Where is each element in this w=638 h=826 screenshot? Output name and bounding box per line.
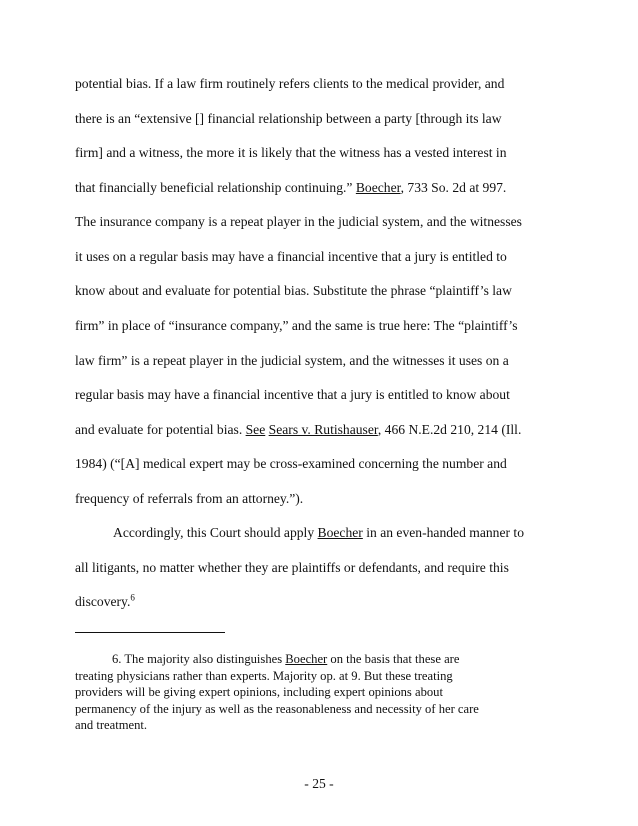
footnote-separator bbox=[75, 632, 225, 633]
text-run: on the basis that these are bbox=[327, 652, 460, 666]
footnote-reference: 6 bbox=[130, 592, 135, 603]
case-citation: Sears v. Rutishauser bbox=[268, 422, 378, 437]
text-run: , 733 So. 2d at 997. bbox=[400, 180, 507, 195]
body-line: The insurance company is a repeat player in the judicial system, and the witnesses bbox=[75, 214, 522, 229]
text-run: and evaluate for potential bias. bbox=[75, 422, 246, 437]
footnote-line: and treatment. bbox=[75, 718, 148, 732]
text-run: Accordingly, this Court should apply bbox=[113, 525, 318, 540]
text-run: in an even-handed manner to bbox=[362, 525, 525, 540]
body-line: all litigants, no matter whether they are plaintiffs or defendants, and require this bbox=[75, 560, 509, 575]
body-line: potential bias. If a law firm routinely refers clients to the medical provider, and bbox=[75, 76, 505, 91]
case-citation: Boecher bbox=[317, 525, 363, 540]
footnote-line: treating physicians rather than experts. Majority op. at 9. But these treating bbox=[75, 668, 453, 683]
body-line bbox=[75, 594, 135, 610]
case-citation: Boecher bbox=[285, 652, 328, 666]
body-line: it uses on a regular basis may have a financial incentive that a jury is entitled to bbox=[75, 249, 507, 264]
text-run: discovery. bbox=[75, 594, 131, 609]
body-line bbox=[75, 422, 521, 438]
body-line: know about and evaluate for potential bias. Substitute the phrase “plaintiff’s law bbox=[75, 283, 512, 298]
body-line: firm] and a witness, the more it is likely that the witness has a vested interest in bbox=[75, 145, 507, 160]
body-line bbox=[75, 180, 506, 196]
body-line: law firm” is a repeat player in the judicial system, and the witnesses it uses on a bbox=[75, 353, 509, 368]
body-line bbox=[113, 525, 524, 541]
body-line: regular basis may have a financial incentive that a jury is entitled to know about bbox=[75, 387, 510, 402]
body-line: frequency of referrals from an attorney.”). bbox=[75, 491, 304, 506]
body-line: there is an “extensive [] financial relationship between a party [through its law bbox=[75, 111, 502, 126]
text-run: 6. The majority also distinguishes bbox=[112, 652, 286, 666]
text-run: that financially beneficial relationship continuing.” bbox=[75, 180, 356, 195]
text-run: , 466 N.E.2d 210, 214 (Ill. bbox=[377, 422, 522, 437]
footnote-line: providers will be giving expert opinions, including expert opinions about bbox=[75, 685, 443, 699]
footnote-line bbox=[75, 651, 565, 668]
body-line: firm” in place of “insurance company,” and the same is true here: The “plaintiff’s bbox=[75, 318, 518, 333]
case-citation: Boecher bbox=[355, 180, 401, 195]
signal-see: See bbox=[245, 422, 266, 437]
page-number: - 25 - bbox=[304, 776, 334, 791]
footnote bbox=[75, 651, 565, 734]
body-line: 1984) (“[A] medical expert may be cross-examined concerning the number and bbox=[75, 456, 507, 471]
footnote-line: permanency of the injury as well as the reasonableness and necessity of her care bbox=[75, 701, 479, 716]
